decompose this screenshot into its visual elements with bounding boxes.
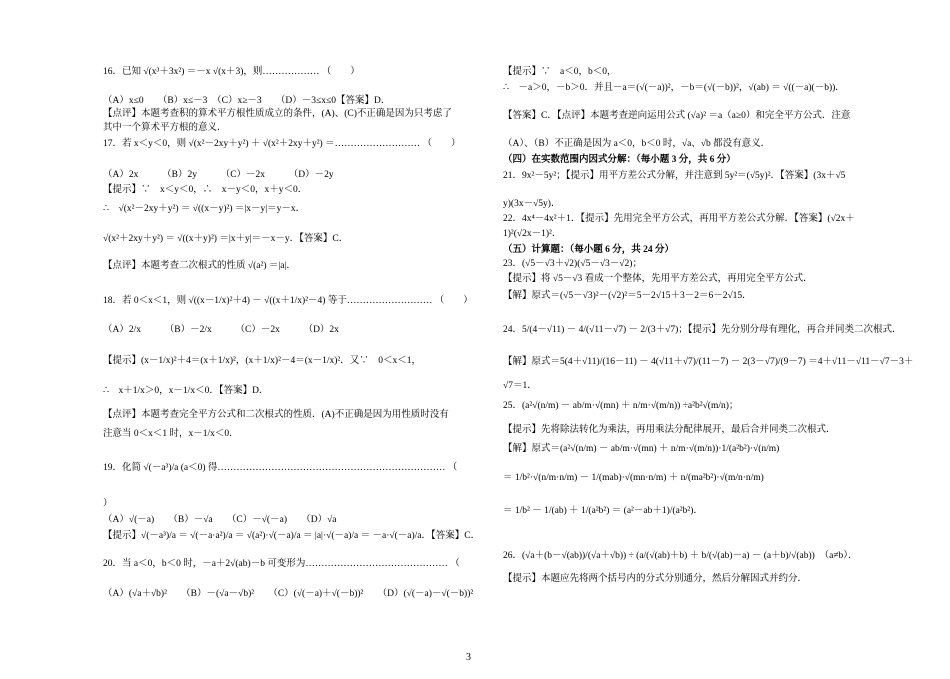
text-line: 26．(√a＋(b－√(ab))/(√a＋√b)) ÷ (a/(√(ab)＋b) ＋ b/(√(ab)－a) － (a＋b)/√(ab)) （a≠b）．: [503, 551, 858, 561]
text-line: （A）x≤0 （B）x≤－3 （C）x≥－3 （D）－3≤x≤0【答案】D．: [103, 96, 391, 106]
text-line: （A）(√a＋√b)² （B）－(√a－√b)² （C）(√(－a)＋√(－b))² （D）(√(－a)－√(－b))²: [103, 589, 474, 599]
text-line: y)(3x－√5y)．: [503, 199, 561, 209]
text-line: 【解】原式＝(√5－√3)²－(√2)²＝5－2√15＋3－2＝6－2√15．: [503, 291, 752, 301]
text-line: 【点评】本题考查二次根式的性质 √(a²) ＝|a|．: [103, 261, 296, 271]
text-line: （A）√(－a) （B）－√a （C）－√(－a) （D）√a: [103, 515, 337, 525]
text-line: 【解】原式＝(a²√(n/m) － ab/m·√(mn) ＋ n/m·√(m/n))·1/(a²b²)·√(n/m): [503, 444, 780, 454]
text-line: 【提示】√(－a³)/a ＝ √(－a·a²)/a ＝ √(a²)·√(－a)/a ＝ |a|·√(－a)/a ＝ －a·√(－a)/a．【答案】C．: [103, 531, 481, 541]
text-line: ）: [103, 499, 113, 509]
text-line: 【答案】C．【点评】本题考查逆向运用公式 (√a)² ＝a（a≥0）和完全平方公式．注意: [503, 111, 851, 121]
text-line: 16．已知 √(x³＋3x²) ＝－x √(x＋3)，则……………… （ ）: [103, 67, 360, 77]
text-line: 【提示】(x－1/x)²＋4＝(x＋1/x)²，(x＋1/x)²－4＝(x－1/x)²．又∵ 0＜x＜1，: [103, 356, 422, 366]
text-line: 22．4x⁴－4x²＋1．【提示】先用完全平方公式，再用平方差公式分解．【答案】(√2x＋: [503, 214, 855, 224]
text-line: 25．(a²√(n/m) － ab/m·√(mn) ＋ n/m·√(m/n)) ÷a²b²√(m/n)；: [503, 401, 739, 411]
text-line: （五）计算题：（每小题 6 分，共 24 分）: [503, 245, 675, 255]
text-line: 【点评】本题考查积的算术平方根性质成立的条件，(A)、(C)不正确是因为只考虑了: [103, 109, 452, 119]
text-line: （A）、（B）不正确是因为 a＜0，b＜0 时，√a、√b 都没有意义．: [503, 139, 771, 149]
text-line: 【提示】∵ x＜y＜0，∴ x－y＜0，x＋y＜0．: [103, 185, 308, 195]
text-line: √(x²＋2xy＋y²) ＝ √((x＋y)²) ＝|x＋y|＝－x－y．【答案】C．: [103, 234, 349, 244]
text-line: √7＝1．: [503, 381, 537, 391]
text-line: 23．(√5－√3＋√2)(√5－√3－√2)；: [503, 259, 642, 269]
text-line: 21．9x²－5y²；【提示】用平方差公式分解，并注意到 5y²＝(√5y)²．【答案】(3x＋√5: [503, 171, 846, 181]
text-line: 18．若 0＜x＜1，则 √((x－1/x)²＋4) － √((x＋1/x)²－4) 等于……………………… （ ）: [103, 296, 473, 306]
text-line: 24．5/(4－√11) － 4/(√11－√7) － 2/(3＋√7)；【提示】先分别分母有理化，再合并同类二次根式．: [503, 325, 902, 335]
text-line: 【提示】∵ a＜0，b＜0，: [503, 67, 617, 77]
text-line: 其中一个算术平方根的意义．: [103, 123, 227, 133]
text-line: ∴ √(x²－2xy＋y²) ＝ √((x－y)²) ＝|x－y|＝y－x．: [103, 204, 306, 214]
text-line: （A）2x （B）2y （C）－2x （D）－2y: [103, 170, 334, 180]
text-line: 17．若 x＜y＜0，则 √(x²－2xy＋y²) ＋ √(x²＋2xy＋y²) ＝……………………… （ ）: [103, 139, 461, 149]
text-line: ∴ x＋1/x＞0，x－1/x＜0．【答案】D．: [103, 386, 269, 396]
text-line: ＝ 1/b²·√(n/m·n/m) － 1/(mab)·√(mn·n/m) ＋ n/(ma²b²)·√(m/n·n/m): [503, 473, 764, 483]
text-line: 【提示】本题应先将两个括号内的分式分别通分，然后分解因式并约分．: [503, 574, 808, 584]
text-line: 【解】原式＝5(4＋√11)/(16－11) － 4(√11＋√7)/(11－7) － 2(3－√7)/(9－7) ＝4＋√11－√11－√7－3＋: [503, 357, 914, 367]
text-line: 【提示】将 √5－√3 看成一个整体，先用平方差公式，再用完全平方公式．: [503, 274, 813, 284]
text-line: （A）2/x （B）－2/x （C）－2x （D）2x: [103, 325, 339, 335]
text-line: 20．当 a＜0，b＜0 时，－a＋2√(ab)－b 可变形为……………………………………… （: [103, 559, 460, 569]
text-line: 【点评】本题考查完全平方公式和二次根式的性质．(A)不正确是因为用性质时没有: [103, 410, 449, 420]
text-line: 1)²(√2x－1)²．: [503, 229, 562, 239]
text-line: ∴ －a＞0，－b＞0．并且－a＝(√(－a))²，－b＝(√(－b))²，√(ab) ＝ √((－a)(－b))．: [503, 83, 845, 93]
text-line: ＝ 1/b² － 1/(ab) ＋ 1/(a²b²) ＝ (a²－ab＋1)/(a²b²)．: [503, 506, 703, 516]
text-line: 19．化简 √(－a³)/a (a＜0) 得……………………………………………………………… （: [103, 463, 458, 473]
page-number: 3: [466, 652, 471, 663]
text-line: 注意当 0＜x＜1 时，x－1/x＜0．: [103, 429, 239, 439]
text-line: 【提示】先将除法转化为乘法，再用乘法分配律展开，最后合并同类二次根式．: [503, 425, 836, 435]
text-line: （四）在实数范围内因式分解：（每小题 3 分，共 6 分）: [503, 155, 736, 165]
